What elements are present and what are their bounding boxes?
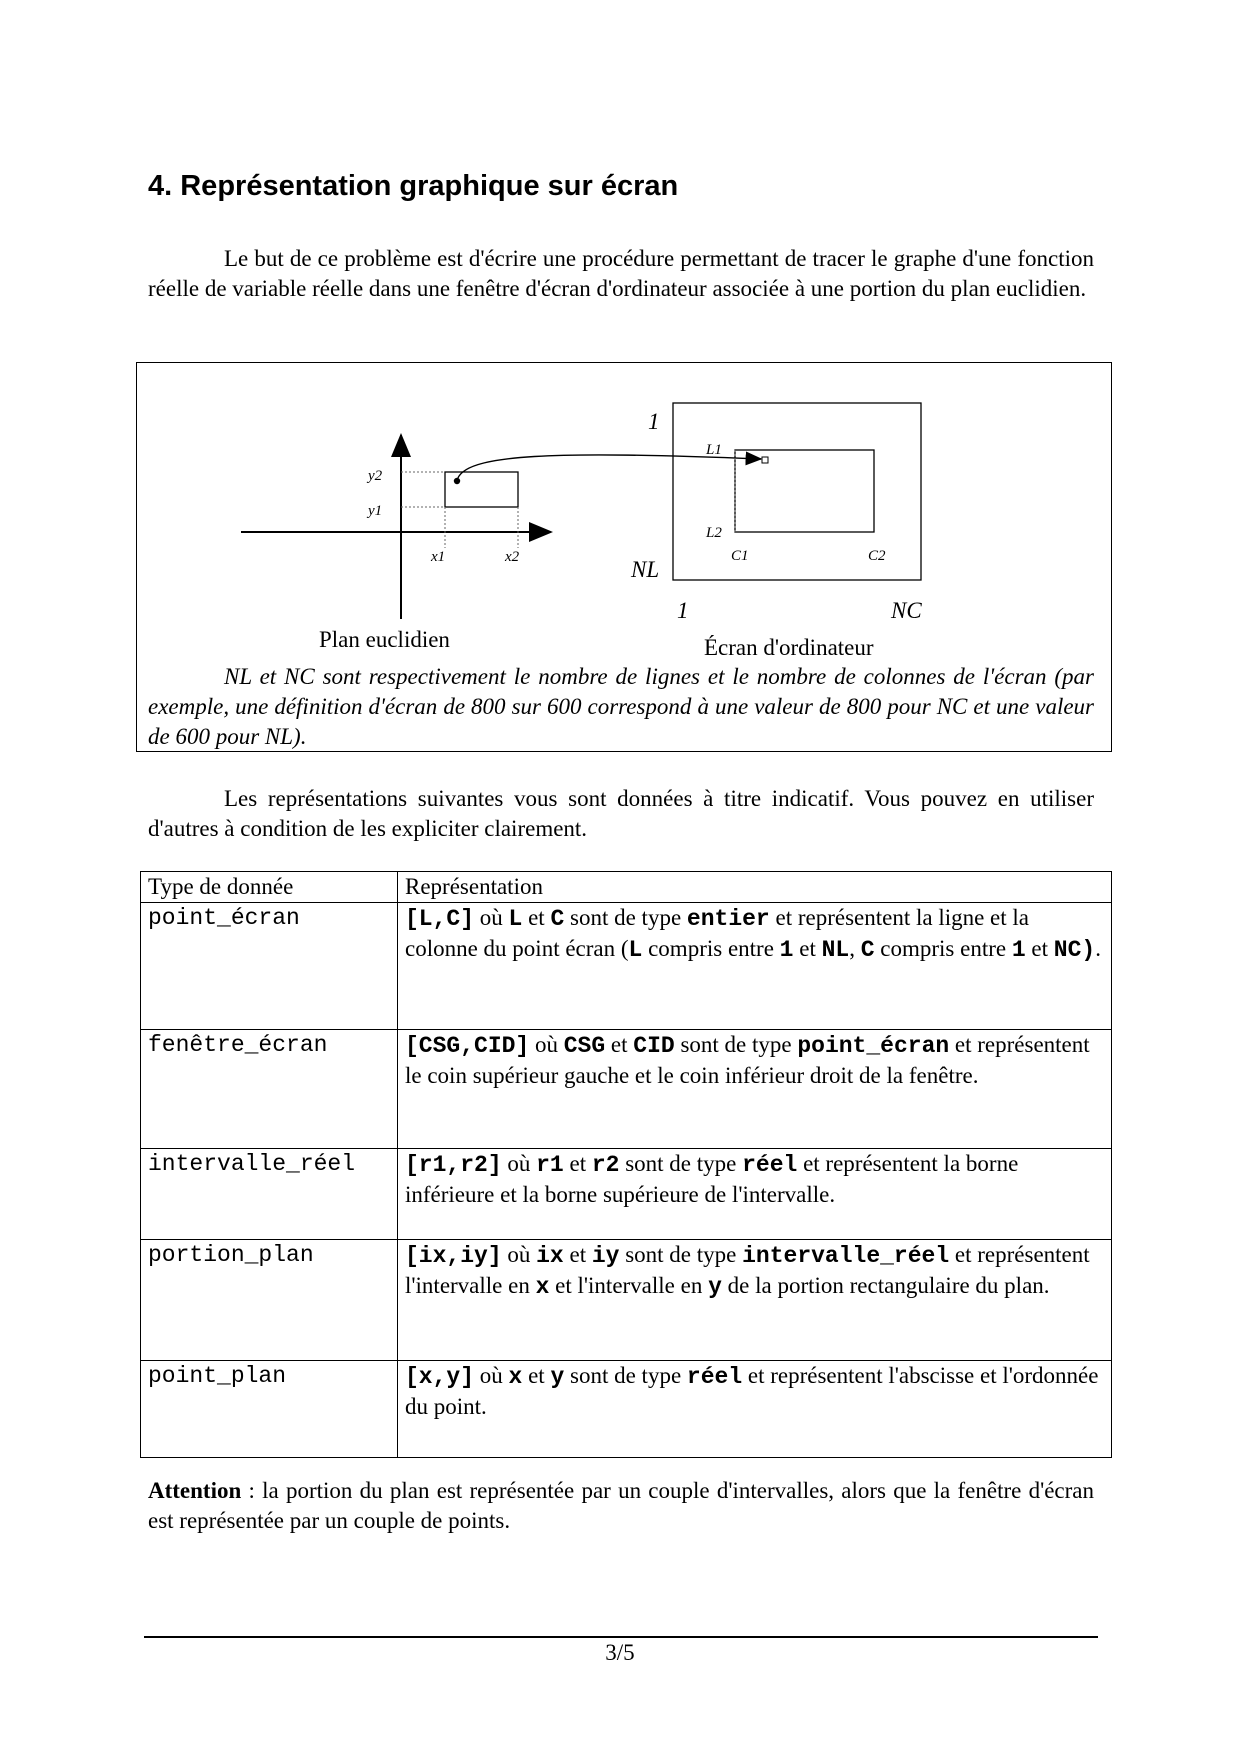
- description-text: et: [522, 1363, 551, 1388]
- description-text: et représentent l'intervalle en: [405, 1242, 1090, 1298]
- description-text: ,: [849, 936, 861, 961]
- description-text: de la portion rectangulaire du plan.: [721, 1273, 1050, 1298]
- description-text: sont de type: [674, 1032, 798, 1057]
- description-text: et: [563, 1242, 592, 1267]
- label-y1: y1: [368, 503, 383, 519]
- figure-caption: NL et NC sont respectivement le nombre de lignes et le nombre de colonnes de l'écran (par exemple, une définition d'écran de 800 sur 600 correspond à une valeur de 800 pour NC et une valeur de 600 pour NL).: [148, 664, 1094, 749]
- description-text: où: [529, 1032, 564, 1057]
- description-text: et: [605, 1032, 634, 1057]
- attention-text: : la portion du plan est représentée par un couple d'intervalles, alors que la fenêtre d'écran est représentée par un couple de points.: [148, 1478, 1094, 1533]
- code-term: entier: [686, 906, 770, 932]
- description-text: et l'intervalle en: [549, 1273, 709, 1298]
- description-text: où: [474, 1363, 509, 1388]
- header-representation: Représentation: [398, 872, 1112, 903]
- description-text: et représentent la borne inférieure et la borne supérieure de l'intervalle.: [405, 1151, 1019, 1207]
- code-term: [ix,iy]: [405, 1243, 502, 1269]
- code-term: intervalle_réel: [742, 1243, 950, 1269]
- code-term: point_écran: [797, 1033, 950, 1059]
- label-x1: x1: [431, 549, 446, 565]
- attention-note: [148, 1476, 1094, 1536]
- code-term: x: [508, 1364, 523, 1390]
- description-text: et représentent le coin supérieur gauche et le coin inférieur droit de la fenêtre.: [405, 1032, 1090, 1088]
- table-row: [141, 1361, 1112, 1458]
- code-term: 1: [779, 937, 794, 963]
- representation-cell: [398, 903, 1112, 1030]
- representation-cell: [398, 1030, 1112, 1149]
- plane-portion-rect: [445, 472, 518, 507]
- plan-euclidien-label: Plan euclidien: [319, 627, 450, 652]
- description-text: et représentent la ligne et la colonne du point écran (: [405, 905, 1030, 961]
- type-cell: point_plan: [141, 1361, 398, 1458]
- screen-window-rect: [735, 450, 874, 532]
- label-x2: x2: [505, 549, 520, 565]
- representation-cell: [398, 1240, 1112, 1361]
- representation-cell: [398, 1149, 1112, 1240]
- description-text: sont de type: [619, 1151, 743, 1176]
- description-text: .: [1095, 936, 1101, 961]
- description-text: où: [474, 905, 509, 930]
- description-text: et: [522, 905, 551, 930]
- screen-pixel: [762, 457, 768, 463]
- description-text: et: [1025, 936, 1054, 961]
- description-text: compris entre: [874, 936, 1012, 961]
- description-text: sont de type: [564, 905, 687, 930]
- type-cell: point_écran: [141, 903, 398, 1030]
- description-text: sont de type: [564, 1363, 687, 1388]
- data-type-table: [140, 871, 1112, 1458]
- code-term: réel: [742, 1152, 798, 1178]
- table-intro-paragraph: Les représentations suivantes vous sont données à titre indicatif. Vous pouvez en utiliser d'autres à condition de les expliciter clairement.: [148, 786, 1094, 841]
- label-l1: L1: [706, 442, 722, 458]
- attention-label: Attention: [148, 1478, 242, 1503]
- header-type: Type de donnée: [141, 872, 398, 903]
- intro-paragraph: Le but de ce problème est d'écrire une procédure permettant de tracer le graphe d'une fonction réelle de variable réelle dans une fenêtre d'écran d'ordinateur associée à une portion du plan euclidien.: [148, 246, 1094, 301]
- code-term: NL: [821, 937, 850, 963]
- code-term: C: [860, 937, 875, 963]
- code-term: y: [708, 1274, 722, 1300]
- type-cell: portion_plan: [141, 1240, 398, 1361]
- mapping-arrow: [457, 455, 761, 481]
- code-term: y: [550, 1364, 565, 1390]
- description-text: où: [501, 1242, 537, 1267]
- label-nl: NL: [631, 557, 660, 582]
- label-l2: L2: [706, 525, 722, 541]
- description-text: et: [563, 1151, 592, 1176]
- code-term: r2: [591, 1152, 620, 1178]
- label-c1: C1: [731, 548, 749, 564]
- table-row: [141, 1030, 1112, 1149]
- code-term: CID: [633, 1033, 675, 1059]
- ecran-ordinateur-label: Écran d'ordinateur: [704, 635, 874, 660]
- footer-rule: [144, 1636, 1098, 1638]
- code-term: 1: [1011, 937, 1026, 963]
- table-row: [141, 1240, 1112, 1361]
- code-term: iy: [591, 1243, 620, 1269]
- code-term: x: [535, 1274, 550, 1300]
- section-heading: 4. Représentation graphique sur écran: [148, 170, 679, 202]
- description-text: sont de type: [619, 1242, 743, 1267]
- code-term: [r1,r2]: [405, 1152, 502, 1178]
- code-term: r1: [536, 1152, 564, 1178]
- code-term: C: [550, 906, 565, 932]
- type-cell: intervalle_réel: [141, 1149, 398, 1240]
- code-term: [L,C]: [405, 906, 475, 932]
- code-term: CSG: [563, 1033, 606, 1059]
- table-row: [141, 903, 1112, 1030]
- page-number: 3/5: [605, 1640, 635, 1665]
- code-term: réel: [686, 1364, 743, 1390]
- code-term: ix: [536, 1243, 564, 1269]
- type-cell: fenêtre_écran: [141, 1030, 398, 1149]
- description-text: compris entre: [642, 936, 780, 961]
- table-row: [141, 1149, 1112, 1240]
- label-top-one: 1: [648, 409, 660, 434]
- description-text: où: [501, 1151, 537, 1176]
- code-term: [x,y]: [405, 1364, 475, 1390]
- description-text: et: [793, 936, 822, 961]
- code-term: L: [508, 906, 523, 932]
- label-c2: C2: [868, 548, 886, 564]
- description-text: et représentent l'abscisse et l'ordonnée du point.: [405, 1363, 1099, 1419]
- representation-cell: [398, 1361, 1112, 1458]
- code-term: L: [628, 937, 643, 963]
- label-nc: NC: [891, 598, 922, 623]
- label-y2: y2: [368, 468, 383, 484]
- label-bottom-one: 1: [677, 598, 689, 623]
- code-term: NC): [1053, 937, 1096, 963]
- code-term: [CSG,CID]: [405, 1033, 530, 1059]
